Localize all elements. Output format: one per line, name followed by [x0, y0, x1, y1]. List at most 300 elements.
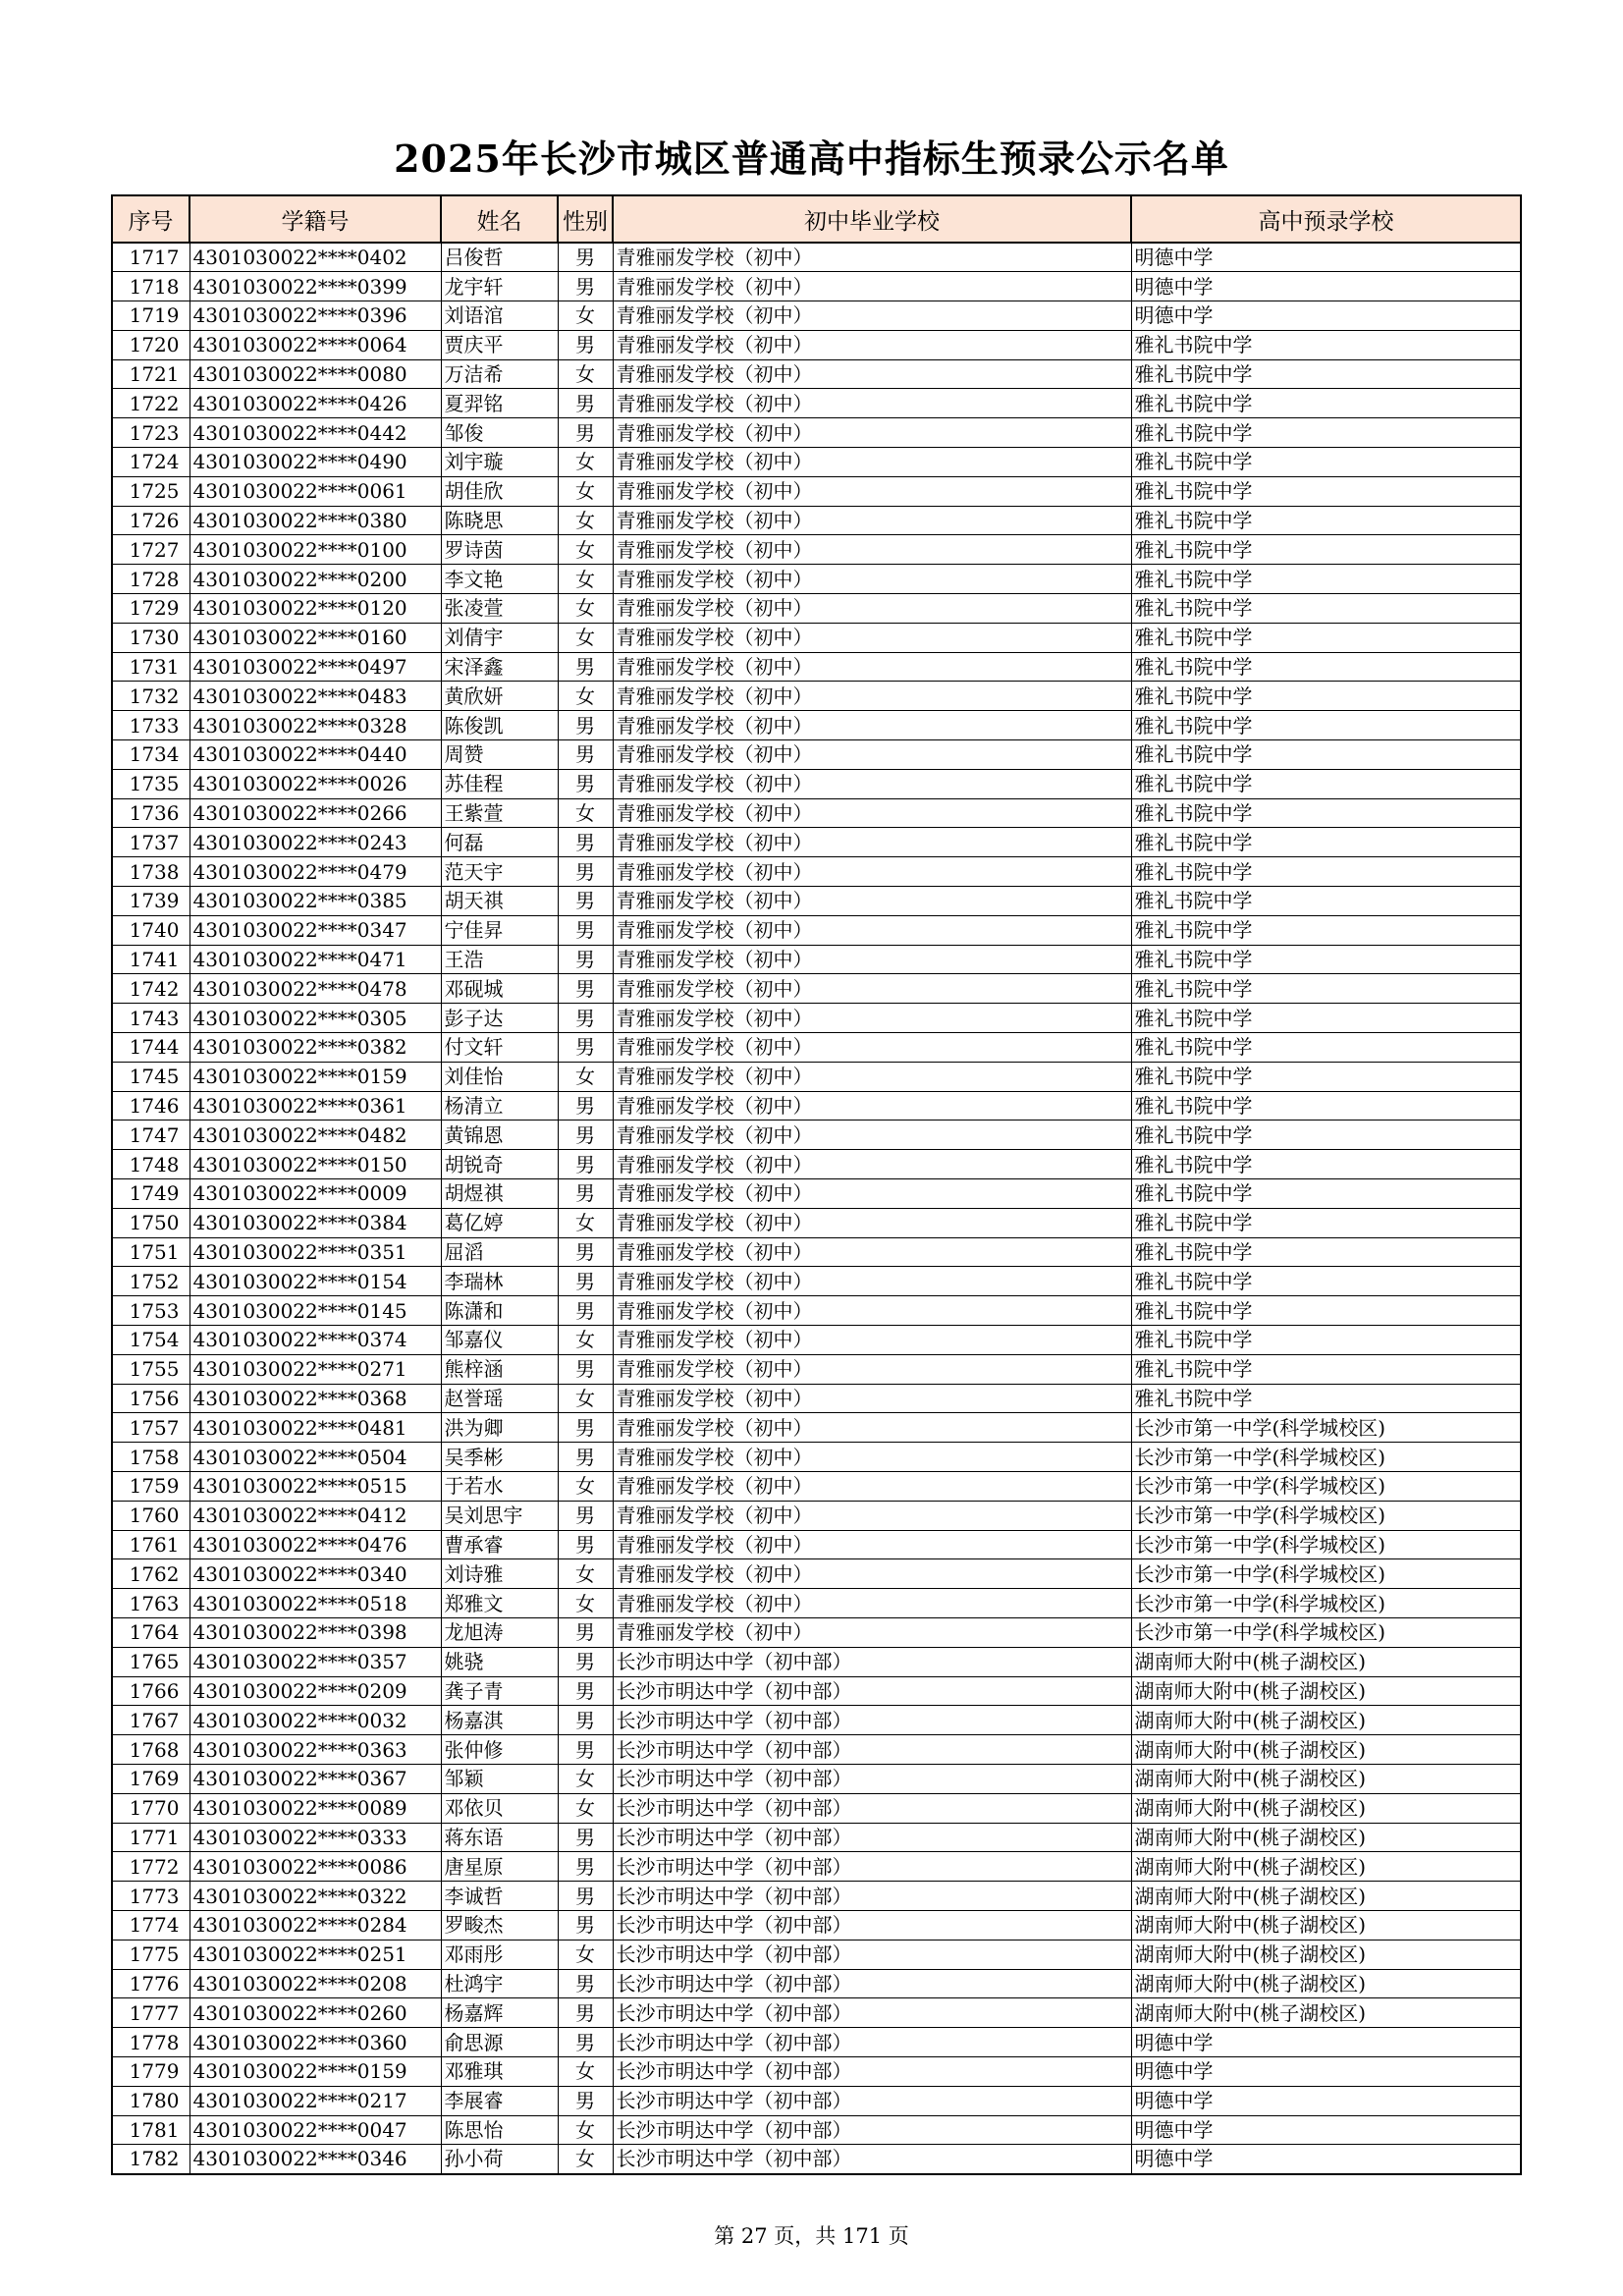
column-header-student-id: 学籍号 [189, 195, 441, 243]
table-row [112, 1852, 1521, 1882]
table-row [112, 915, 1521, 945]
cell-middle-school: 青雅丽发学校（初中） [613, 506, 1131, 535]
cell-seq: 1745 [112, 1062, 189, 1091]
cell-middle-school: 青雅丽发学校（初中） [613, 359, 1131, 389]
cell-middle-school: 青雅丽发学校（初中） [613, 272, 1131, 301]
cell-middle-school: 青雅丽发学校（初中） [613, 1384, 1131, 1413]
cell-name: 吴刘思宇 [441, 1501, 558, 1530]
cell-middle-school: 长沙市明达中学（初中部） [613, 1998, 1131, 2028]
cell-high-school: 湖南师大附中(桃子湖校区) [1131, 1998, 1521, 2028]
cell-middle-school: 青雅丽发学校（初中） [613, 1179, 1131, 1209]
cell-high-school: 湖南师大附中(桃子湖校区) [1131, 1793, 1521, 1823]
cell-high-school: 湖南师大附中(桃子湖校区) [1131, 1940, 1521, 1969]
cell-student-id: 4301030022****0504 [189, 1443, 441, 1472]
cell-seq: 1731 [112, 652, 189, 682]
cell-seq: 1720 [112, 330, 189, 359]
cell-high-school: 明德中学 [1131, 2145, 1521, 2174]
table-row [112, 740, 1521, 770]
cell-name: 刘佳怡 [441, 1062, 558, 1091]
cell-high-school: 雅礼书院中学 [1131, 1208, 1521, 1237]
cell-seq: 1750 [112, 1208, 189, 1237]
cell-high-school: 湖南师大附中(桃子湖校区) [1131, 1735, 1521, 1765]
cell-middle-school: 青雅丽发学校（初中） [613, 798, 1131, 828]
cell-student-id: 4301030022****0368 [189, 1384, 441, 1413]
cell-name: 彭子达 [441, 1004, 558, 1033]
cell-seq: 1761 [112, 1530, 189, 1559]
cell-student-id: 4301030022****0361 [189, 1091, 441, 1121]
cell-student-id: 4301030022****0089 [189, 1793, 441, 1823]
cell-middle-school: 长沙市明达中学（初中部） [613, 1882, 1131, 1911]
cell-high-school: 雅礼书院中学 [1131, 915, 1521, 945]
cell-gender: 男 [558, 1969, 613, 1998]
table-row [112, 1793, 1521, 1823]
cell-middle-school: 青雅丽发学校（初中） [613, 1121, 1131, 1150]
cell-name: 宋泽鑫 [441, 652, 558, 682]
cell-student-id: 4301030022****0478 [189, 974, 441, 1004]
cell-seq: 1754 [112, 1325, 189, 1354]
cell-high-school: 长沙市第一中学(科学城校区) [1131, 1501, 1521, 1530]
table-row [112, 389, 1521, 418]
table-row [112, 1706, 1521, 1735]
cell-high-school: 雅礼书院中学 [1131, 1179, 1521, 1209]
table-row [112, 448, 1521, 477]
cell-student-id: 4301030022****0442 [189, 418, 441, 448]
cell-student-id: 4301030022****0497 [189, 652, 441, 682]
cell-name: 刘倩宇 [441, 623, 558, 652]
cell-name: 龙旭涛 [441, 1617, 558, 1647]
cell-student-id: 4301030022****0061 [189, 476, 441, 506]
cell-student-id: 4301030022****0518 [189, 1589, 441, 1618]
cell-gender: 男 [558, 1617, 613, 1647]
cell-gender: 男 [558, 1296, 613, 1326]
cell-middle-school: 青雅丽发学校（初中） [613, 974, 1131, 1004]
cell-high-school: 明德中学 [1131, 2028, 1521, 2057]
cell-gender: 女 [558, 2056, 613, 2086]
cell-middle-school: 青雅丽发学校（初中） [613, 1471, 1131, 1501]
cell-middle-school: 长沙市明达中学（初中部） [613, 1940, 1131, 1969]
column-header-middle-school: 初中毕业学校 [613, 195, 1131, 243]
cell-student-id: 4301030022****0322 [189, 1882, 441, 1911]
cell-name: 邓雨彤 [441, 1940, 558, 1969]
cell-name: 曹承睿 [441, 1530, 558, 1559]
cell-student-id: 4301030022****0363 [189, 1735, 441, 1765]
cell-high-school: 雅礼书院中学 [1131, 1121, 1521, 1150]
cell-name: 杨嘉淇 [441, 1706, 558, 1735]
cell-seq: 1780 [112, 2086, 189, 2115]
cell-name: 陈晓思 [441, 506, 558, 535]
cell-gender: 女 [558, 798, 613, 828]
cell-seq: 1779 [112, 2056, 189, 2086]
cell-gender: 男 [558, 330, 613, 359]
cell-high-school: 明德中学 [1131, 243, 1521, 272]
cell-gender: 男 [558, 1530, 613, 1559]
table-row [112, 565, 1521, 594]
cell-student-id: 4301030022****0160 [189, 623, 441, 652]
cell-student-id: 4301030022****0374 [189, 1325, 441, 1354]
cell-gender: 女 [558, 506, 613, 535]
cell-seq: 1768 [112, 1735, 189, 1765]
cell-middle-school: 青雅丽发学校（初中） [613, 1062, 1131, 1091]
cell-name: 胡天祺 [441, 887, 558, 916]
cell-middle-school: 长沙市明达中学（初中部） [613, 1823, 1131, 1852]
cell-seq: 1769 [112, 1764, 189, 1793]
cell-name: 贾庆平 [441, 330, 558, 359]
cell-gender: 男 [558, 1091, 613, 1121]
cell-high-school: 长沙市第一中学(科学城校区) [1131, 1471, 1521, 1501]
table-row [112, 2145, 1521, 2174]
cell-high-school: 雅礼书院中学 [1131, 535, 1521, 565]
cell-student-id: 4301030022****0260 [189, 1998, 441, 2028]
cell-name: 吕俊哲 [441, 243, 558, 272]
cell-middle-school: 青雅丽发学校（初中） [613, 1267, 1131, 1296]
cell-gender: 女 [558, 1940, 613, 1969]
cell-seq: 1737 [112, 828, 189, 857]
cell-seq: 1743 [112, 1004, 189, 1033]
cell-high-school: 雅礼书院中学 [1131, 418, 1521, 448]
table-row [112, 1354, 1521, 1384]
cell-middle-school: 青雅丽发学校（初中） [613, 1004, 1131, 1033]
cell-seq: 1766 [112, 1676, 189, 1706]
table-row [112, 2115, 1521, 2145]
cell-middle-school: 长沙市明达中学（初中部） [613, 1676, 1131, 1706]
table-row [112, 1676, 1521, 1706]
cell-seq: 1724 [112, 448, 189, 477]
cell-high-school: 湖南师大附中(桃子湖校区) [1131, 1910, 1521, 1940]
cell-name: 胡佳欣 [441, 476, 558, 506]
cell-gender: 男 [558, 1354, 613, 1384]
cell-middle-school: 长沙市明达中学（初中部） [613, 1969, 1131, 1998]
cell-name: 付文轩 [441, 1033, 558, 1063]
cell-middle-school: 青雅丽发学校（初中） [613, 740, 1131, 770]
cell-high-school: 雅礼书院中学 [1131, 857, 1521, 887]
cell-student-id: 4301030022****0482 [189, 1121, 441, 1150]
table-row [112, 594, 1521, 624]
cell-student-id: 4301030022****0284 [189, 1910, 441, 1940]
cell-high-school: 长沙市第一中学(科学城校区) [1131, 1530, 1521, 1559]
cell-middle-school: 青雅丽发学校（初中） [613, 476, 1131, 506]
cell-high-school: 雅礼书院中学 [1131, 828, 1521, 857]
cell-student-id: 4301030022****0412 [189, 1501, 441, 1530]
cell-name: 龚子青 [441, 1676, 558, 1706]
cell-high-school: 湖南师大附中(桃子湖校区) [1131, 1764, 1521, 1793]
cell-student-id: 4301030022****0476 [189, 1530, 441, 1559]
table-row [112, 1325, 1521, 1354]
cell-student-id: 4301030022****0100 [189, 535, 441, 565]
cell-middle-school: 青雅丽发学校（初中） [613, 887, 1131, 916]
table-row [112, 1443, 1521, 1472]
cell-high-school: 雅礼书院中学 [1131, 1150, 1521, 1179]
cell-seq: 1778 [112, 2028, 189, 2057]
cell-gender: 女 [558, 1208, 613, 1237]
cell-gender: 男 [558, 915, 613, 945]
cell-seq: 1730 [112, 623, 189, 652]
cell-student-id: 4301030022****0426 [189, 389, 441, 418]
table-row [112, 1413, 1521, 1443]
cell-gender: 女 [558, 1764, 613, 1793]
cell-gender: 女 [558, 2115, 613, 2145]
cell-seq: 1735 [112, 769, 189, 798]
cell-gender: 女 [558, 1384, 613, 1413]
table-row [112, 1091, 1521, 1121]
table-row [112, 1647, 1521, 1676]
cell-seq: 1717 [112, 243, 189, 272]
cell-seq: 1782 [112, 2145, 189, 2174]
cell-seq: 1762 [112, 1559, 189, 1589]
cell-student-id: 4301030022****0385 [189, 887, 441, 916]
cell-name: 杜鸿宇 [441, 1969, 558, 1998]
column-header-high-school: 高中预录学校 [1131, 195, 1521, 243]
cell-middle-school: 长沙市明达中学（初中部） [613, 2028, 1131, 2057]
cell-student-id: 4301030022****0396 [189, 301, 441, 331]
cell-student-id: 4301030022****0086 [189, 1852, 441, 1882]
cell-high-school: 雅礼书院中学 [1131, 389, 1521, 418]
cell-gender: 男 [558, 769, 613, 798]
cell-gender: 男 [558, 1179, 613, 1209]
cell-seq: 1776 [112, 1969, 189, 1998]
cell-seq: 1753 [112, 1296, 189, 1326]
cell-high-school: 湖南师大附中(桃子湖校区) [1131, 1647, 1521, 1676]
cell-middle-school: 长沙市明达中学（初中部） [613, 1735, 1131, 1765]
cell-gender: 男 [558, 887, 613, 916]
cell-student-id: 4301030022****0481 [189, 1413, 441, 1443]
cell-name: 孙小荷 [441, 2145, 558, 2174]
cell-high-school: 明德中学 [1131, 2086, 1521, 2115]
cell-seq: 1734 [112, 740, 189, 770]
table-row [112, 272, 1521, 301]
cell-student-id: 4301030022****0398 [189, 1617, 441, 1647]
cell-seq: 1732 [112, 682, 189, 711]
cell-gender: 女 [558, 1793, 613, 1823]
cell-high-school: 湖南师大附中(桃子湖校区) [1131, 1823, 1521, 1852]
cell-gender: 女 [558, 594, 613, 624]
table-row [112, 1179, 1521, 1209]
cell-gender: 男 [558, 1676, 613, 1706]
cell-gender: 男 [558, 1033, 613, 1063]
cell-name: 宁佳昇 [441, 915, 558, 945]
table-row [112, 798, 1521, 828]
cell-seq: 1723 [112, 418, 189, 448]
cell-gender: 男 [558, 1150, 613, 1179]
cell-middle-school: 青雅丽发学校（初中） [613, 1296, 1131, 1326]
cell-gender: 男 [558, 945, 613, 974]
cell-name: 陈潇和 [441, 1296, 558, 1326]
cell-seq: 1739 [112, 887, 189, 916]
cell-name: 陈俊凯 [441, 711, 558, 740]
cell-student-id: 4301030022****0384 [189, 1208, 441, 1237]
table-header-row [112, 195, 1521, 243]
cell-gender: 男 [558, 2028, 613, 2057]
cell-high-school: 雅礼书院中学 [1131, 448, 1521, 477]
table-row [112, 857, 1521, 887]
cell-middle-school: 青雅丽发学校（初中） [613, 1501, 1131, 1530]
cell-gender: 男 [558, 974, 613, 1004]
cell-gender: 男 [558, 1267, 613, 1296]
cell-middle-school: 青雅丽发学校（初中） [613, 945, 1131, 974]
cell-student-id: 4301030022****0047 [189, 2115, 441, 2145]
table-row [112, 243, 1521, 272]
table-row [112, 1910, 1521, 1940]
table-row [112, 1384, 1521, 1413]
cell-high-school: 雅礼书院中学 [1131, 1296, 1521, 1326]
cell-name: 陈思怡 [441, 2115, 558, 2145]
cell-student-id: 4301030022****0217 [189, 2086, 441, 2115]
cell-name: 邹俊 [441, 418, 558, 448]
cell-name: 胡锐奇 [441, 1150, 558, 1179]
table-row [112, 1823, 1521, 1852]
cell-high-school: 雅礼书院中学 [1131, 740, 1521, 770]
cell-middle-school: 青雅丽发学校（初中） [613, 828, 1131, 857]
cell-high-school: 湖南师大附中(桃子湖校区) [1131, 1706, 1521, 1735]
cell-student-id: 4301030022****0483 [189, 682, 441, 711]
cell-name: 李瑞林 [441, 1267, 558, 1296]
cell-seq: 1741 [112, 945, 189, 974]
cell-middle-school: 长沙市明达中学（初中部） [613, 2115, 1131, 2145]
cell-middle-school: 长沙市明达中学（初中部） [613, 1647, 1131, 1676]
cell-seq: 1748 [112, 1150, 189, 1179]
cell-high-school: 雅礼书院中学 [1131, 1325, 1521, 1354]
cell-middle-school: 青雅丽发学校（初中） [613, 1325, 1131, 1354]
cell-seq: 1719 [112, 301, 189, 331]
cell-high-school: 明德中学 [1131, 2115, 1521, 2145]
cell-seq: 1757 [112, 1413, 189, 1443]
cell-student-id: 4301030022****0440 [189, 740, 441, 770]
cell-student-id: 4301030022****0471 [189, 945, 441, 974]
cell-gender: 女 [558, 359, 613, 389]
table-row [112, 1062, 1521, 1091]
cell-gender: 男 [558, 1501, 613, 1530]
table-row [112, 1969, 1521, 1998]
cell-gender: 男 [558, 1998, 613, 2028]
cell-middle-school: 青雅丽发学校（初中） [613, 330, 1131, 359]
cell-high-school: 雅礼书院中学 [1131, 945, 1521, 974]
table-row [112, 506, 1521, 535]
cell-name: 郑雅文 [441, 1589, 558, 1618]
cell-gender: 女 [558, 301, 613, 331]
table-row [112, 1121, 1521, 1150]
cell-seq: 1767 [112, 1706, 189, 1735]
cell-middle-school: 长沙市明达中学（初中部） [613, 2056, 1131, 2086]
cell-seq: 1725 [112, 476, 189, 506]
cell-name: 刘诗雅 [441, 1559, 558, 1589]
cell-student-id: 4301030022****0159 [189, 1062, 441, 1091]
cell-name: 万洁希 [441, 359, 558, 389]
cell-name: 杨清立 [441, 1091, 558, 1121]
cell-high-school: 湖南师大附中(桃子湖校区) [1131, 1852, 1521, 1882]
cell-name: 吴季彬 [441, 1443, 558, 1472]
cell-high-school: 雅礼书院中学 [1131, 1091, 1521, 1121]
cell-gender: 女 [558, 2145, 613, 2174]
cell-seq: 1722 [112, 389, 189, 418]
cell-name: 洪为卿 [441, 1413, 558, 1443]
cell-student-id: 4301030022****0402 [189, 243, 441, 272]
cell-gender: 男 [558, 1004, 613, 1033]
table-row [112, 1559, 1521, 1589]
cell-student-id: 4301030022****0347 [189, 915, 441, 945]
cell-high-school: 雅礼书院中学 [1131, 769, 1521, 798]
cell-gender: 男 [558, 828, 613, 857]
cell-gender: 女 [558, 682, 613, 711]
cell-middle-school: 青雅丽发学校（初中） [613, 1559, 1131, 1589]
cell-high-school: 雅礼书院中学 [1131, 1354, 1521, 1384]
cell-name: 刘语涫 [441, 301, 558, 331]
cell-student-id: 4301030022****0251 [189, 1940, 441, 1969]
cell-seq: 1765 [112, 1647, 189, 1676]
cell-seq: 1758 [112, 1443, 189, 1472]
cell-seq: 1756 [112, 1384, 189, 1413]
cell-middle-school: 青雅丽发学校（初中） [613, 1413, 1131, 1443]
table-row [112, 711, 1521, 740]
cell-name: 邹嘉仪 [441, 1325, 558, 1354]
cell-student-id: 4301030022****0209 [189, 1676, 441, 1706]
cell-gender: 女 [558, 623, 613, 652]
table-row [112, 623, 1521, 652]
cell-seq: 1740 [112, 915, 189, 945]
cell-middle-school: 青雅丽发学校（初中） [613, 535, 1131, 565]
cell-student-id: 4301030022****0367 [189, 1764, 441, 1793]
cell-name: 李诚哲 [441, 1882, 558, 1911]
cell-seq: 1728 [112, 565, 189, 594]
cell-student-id: 4301030022****0328 [189, 711, 441, 740]
cell-gender: 男 [558, 1121, 613, 1150]
cell-seq: 1771 [112, 1823, 189, 1852]
cell-student-id: 4301030022****0346 [189, 2145, 441, 2174]
table-row [112, 1267, 1521, 1296]
cell-seq: 1775 [112, 1940, 189, 1969]
table-row [112, 1530, 1521, 1559]
cell-high-school: 长沙市第一中学(科学城校区) [1131, 1617, 1521, 1647]
cell-name: 杨嘉辉 [441, 1998, 558, 2028]
cell-middle-school: 青雅丽发学校（初中） [613, 1150, 1131, 1179]
cell-name: 熊梓涵 [441, 1354, 558, 1384]
table-row [112, 1004, 1521, 1033]
cell-student-id: 4301030022****0380 [189, 506, 441, 535]
cell-middle-school: 青雅丽发学校（初中） [613, 1033, 1131, 1063]
table-row [112, 1150, 1521, 1179]
table-row [112, 1589, 1521, 1618]
cell-name: 罗畯杰 [441, 1910, 558, 1940]
cell-name: 姚骁 [441, 1647, 558, 1676]
cell-high-school: 明德中学 [1131, 2056, 1521, 2086]
cell-high-school: 雅礼书院中学 [1131, 1004, 1521, 1033]
cell-seq: 1721 [112, 359, 189, 389]
cell-name: 俞思源 [441, 2028, 558, 2057]
admission-table [111, 194, 1522, 2175]
cell-gender: 男 [558, 418, 613, 448]
cell-gender: 女 [558, 1325, 613, 1354]
cell-name: 邓依贝 [441, 1793, 558, 1823]
cell-seq: 1726 [112, 506, 189, 535]
cell-seq: 1770 [112, 1793, 189, 1823]
cell-high-school: 雅礼书院中学 [1131, 506, 1521, 535]
cell-high-school: 雅礼书院中学 [1131, 565, 1521, 594]
cell-middle-school: 青雅丽发学校（初中） [613, 769, 1131, 798]
cell-student-id: 4301030022****0360 [189, 2028, 441, 2057]
column-header-name: 姓名 [441, 195, 558, 243]
cell-name: 李文艳 [441, 565, 558, 594]
table-row [112, 2086, 1521, 2115]
cell-high-school: 长沙市第一中学(科学城校区) [1131, 1413, 1521, 1443]
table-row [112, 828, 1521, 857]
cell-middle-school: 青雅丽发学校（初中） [613, 389, 1131, 418]
cell-student-id: 4301030022****0009 [189, 1179, 441, 1209]
cell-middle-school: 青雅丽发学校（初中） [613, 1589, 1131, 1618]
cell-student-id: 4301030022****0490 [189, 448, 441, 477]
cell-gender: 男 [558, 272, 613, 301]
cell-high-school: 雅礼书院中学 [1131, 711, 1521, 740]
cell-student-id: 4301030022****0333 [189, 1823, 441, 1852]
cell-gender: 男 [558, 1237, 613, 1267]
cell-middle-school: 青雅丽发学校（初中） [613, 1617, 1131, 1647]
